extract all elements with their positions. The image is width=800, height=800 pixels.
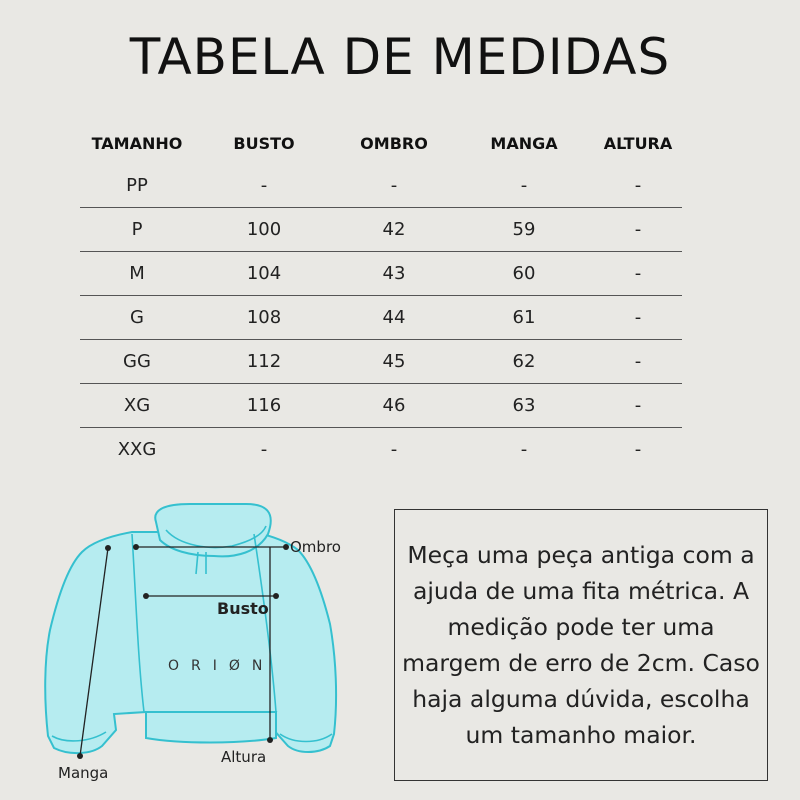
size-table <box>80 122 682 471</box>
busto-cell: - <box>260 175 268 196</box>
size-cell: XXG <box>117 439 157 460</box>
ombro-dot <box>133 544 139 550</box>
ombro-cell: 45 <box>382 351 406 372</box>
column-header-ombro: OMBRO <box>360 133 428 153</box>
table-row <box>80 384 682 428</box>
hoodie-hood <box>155 504 271 556</box>
altura-cell: - <box>634 263 642 284</box>
table-row <box>80 428 682 472</box>
size-cell: G <box>130 307 144 328</box>
table-row <box>80 340 682 384</box>
page-title: TABELA DE MEDIDAS <box>129 28 671 86</box>
ombro-cell: - <box>390 439 398 460</box>
ombro-dot <box>283 544 289 550</box>
manga-cell: 61 <box>512 307 536 328</box>
table-row <box>80 296 682 340</box>
busto-cell: 108 <box>246 307 282 328</box>
measurement-instructions-box <box>394 509 768 781</box>
altura-cell: - <box>634 395 642 416</box>
hoodie-waistband <box>146 712 276 743</box>
altura-cell: - <box>634 219 642 240</box>
ombro-label: Ombro <box>290 538 341 556</box>
brand-logo-text: ORIØN <box>168 658 275 674</box>
ombro-cell: 43 <box>382 263 406 284</box>
altura-dot <box>267 737 273 743</box>
manga-cell: 60 <box>512 263 536 284</box>
size-cell: GG <box>123 351 151 372</box>
size-cell: M <box>129 263 145 284</box>
busto-label: Busto <box>217 599 269 618</box>
busto-dot <box>143 593 149 599</box>
column-header-busto: BUSTO <box>233 133 295 153</box>
ombro-cell: 42 <box>382 219 406 240</box>
size-cell: PP <box>126 175 148 196</box>
manga-cell: 62 <box>512 351 536 372</box>
table-row <box>80 208 682 252</box>
manga-cell: 59 <box>512 219 536 240</box>
busto-cell: 104 <box>246 263 282 284</box>
size-cell: P <box>131 219 143 240</box>
column-header-manga: MANGA <box>490 133 558 153</box>
busto-dot <box>273 593 279 599</box>
table-row <box>80 164 682 208</box>
manga-dot <box>105 545 111 551</box>
measurement-instructions-text: Meça uma peça antiga com a ajuda de uma fita métrica. A medição pode ter uma margem de erro de 2cm. Caso haja alguma dúvida, escolha um tamanho maior. <box>402 541 760 749</box>
manga-cell: - <box>520 439 528 460</box>
column-header-tamanho: TAMANHO <box>91 133 183 153</box>
altura-label: Altura <box>221 748 267 766</box>
ombro-cell: 44 <box>382 307 406 328</box>
table-row <box>80 252 682 296</box>
busto-cell: 116 <box>246 395 282 416</box>
busto-cell: - <box>260 439 268 460</box>
column-header-altura: ALTURA <box>603 133 673 153</box>
hoodie-illustration <box>40 500 370 795</box>
busto-cell: 100 <box>246 219 282 240</box>
manga-label: Manga <box>58 764 109 782</box>
manga-cell: 63 <box>512 395 536 416</box>
busto-cell: 112 <box>246 351 282 372</box>
manga-dot <box>77 753 83 759</box>
size-cell: XG <box>123 395 151 416</box>
table-header-row <box>80 122 682 164</box>
altura-cell: - <box>634 351 642 372</box>
altura-cell: - <box>634 439 642 460</box>
measurement-diagram <box>40 500 370 795</box>
ombro-cell: - <box>390 175 398 196</box>
manga-cell: - <box>520 175 528 196</box>
ombro-cell: 46 <box>382 395 406 416</box>
altura-cell: - <box>634 307 642 328</box>
altura-cell: - <box>634 175 642 196</box>
